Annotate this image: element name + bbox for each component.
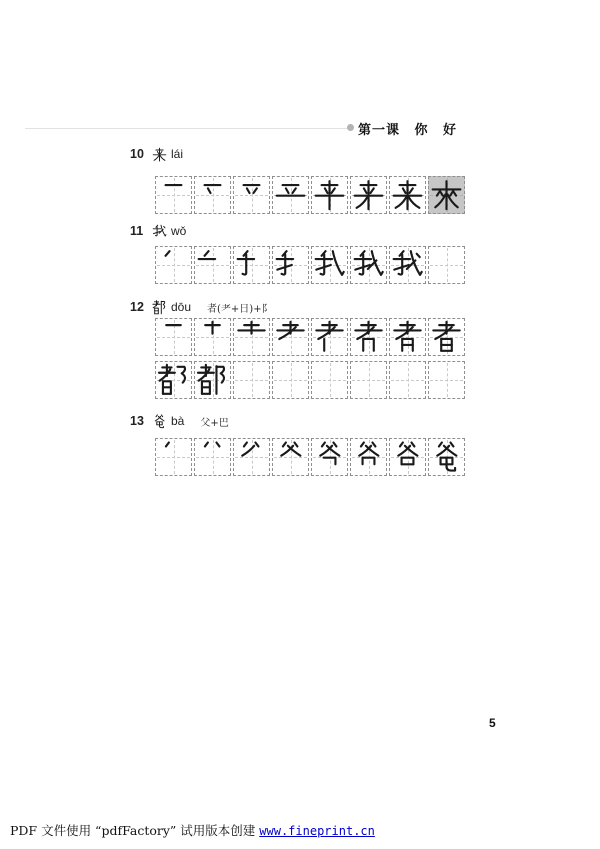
- glyph-者-strokes-2: [196, 320, 229, 354]
- glyph-爸-strokes-3: [235, 440, 268, 474]
- glyph-我-strokes-6: [352, 248, 385, 282]
- entry-number: 13: [130, 414, 144, 428]
- stroke-cell: [389, 438, 426, 476]
- glyph-我-strokes-3: [235, 248, 268, 282]
- glyph-者-strokes-5: [313, 320, 346, 354]
- glyph-爸-strokes-4: [274, 440, 307, 474]
- glyph-来-strokes-2: [196, 178, 229, 212]
- fineprint-link[interactable]: www.fineprint.cn: [259, 824, 375, 838]
- stroke-cell: [350, 176, 387, 214]
- watermark-text: PDF 文件使用 “pdfFactory” 试用版本创建: [10, 823, 260, 838]
- entry-pinyin: wǒ: [171, 224, 187, 238]
- empty-cell: [389, 361, 426, 399]
- stroke-cell: [155, 438, 192, 476]
- glyph-爸-strokes-2: [196, 440, 229, 474]
- empty-cell: [350, 361, 387, 399]
- stroke-cell: [272, 246, 309, 284]
- stroke-cell: [311, 438, 348, 476]
- entry-label-11: [130, 223, 186, 239]
- stroke-cell: [194, 246, 231, 284]
- glyph-我-strokes-5: [313, 248, 346, 282]
- glyph-爸-strokes-8: [430, 440, 463, 474]
- glyph-者-strokes-3: [235, 320, 268, 354]
- stroke-cell: [389, 246, 426, 284]
- glyph-来-strokes-4: [274, 178, 307, 212]
- entry-number: 11: [130, 224, 144, 238]
- empty-cell: [272, 361, 309, 399]
- glyph-来-strokes-7: [391, 178, 424, 212]
- glyph-都-strokes-9: [157, 363, 190, 397]
- glyph-者-strokes-7: [391, 320, 424, 354]
- empty-cell: [428, 361, 465, 399]
- glyph-來-strokes-8: [430, 178, 463, 212]
- glyph-我-strokes-1: [157, 248, 190, 282]
- entry-character-我: [152, 224, 167, 239]
- stroke-cell: [155, 318, 192, 356]
- stroke-grid: [155, 176, 465, 214]
- stroke-cell: [350, 318, 387, 356]
- glyph-我-strokes-4: [274, 248, 307, 282]
- glyph-者-strokes-8: [430, 320, 463, 354]
- stroke-cell: [194, 438, 231, 476]
- glyph-来-strokes-6: [352, 178, 385, 212]
- entry-annotation: 父+巴: [200, 417, 229, 429]
- entry-character-来: [152, 147, 167, 162]
- stroke-cell: [233, 318, 270, 356]
- stroke-cell: [311, 246, 348, 284]
- entry-character-都: [152, 300, 167, 315]
- entry-label-13: [130, 413, 229, 429]
- entry-annotation: 者(耂+日)+阝: [207, 303, 272, 315]
- entry-pinyin: dōu: [171, 300, 192, 314]
- stroke-cell: [389, 176, 426, 214]
- entry-number: 10: [130, 147, 144, 161]
- stroke-cell: [155, 361, 192, 399]
- stroke-cell: [233, 246, 270, 284]
- empty-cell: [233, 361, 270, 399]
- stroke-cell: [194, 361, 231, 399]
- stroke-cell: [233, 176, 270, 214]
- glyph-都-strokes-10: [196, 363, 229, 397]
- stroke-cell: [272, 318, 309, 356]
- glyph-者-strokes-6: [352, 320, 385, 354]
- glyph-爸-strokes-7: [391, 440, 424, 474]
- glyph-来-strokes-5: [313, 178, 346, 212]
- stroke-grid: [155, 246, 465, 284]
- stroke-cell: [155, 176, 192, 214]
- stroke-grid: [155, 361, 465, 399]
- stroke-cell: [428, 318, 465, 356]
- stroke-cell: [311, 318, 348, 356]
- lesson-header: 第一课 你 好: [358, 123, 458, 138]
- stroke-cell: [194, 318, 231, 356]
- entry-pinyin: lái: [171, 147, 184, 161]
- stroke-cell: [233, 438, 270, 476]
- stroke-cell: [272, 176, 309, 214]
- empty-cell: [311, 361, 348, 399]
- stroke-cell: [272, 438, 309, 476]
- entry-label-12: [130, 299, 272, 315]
- page-number: 5: [489, 716, 496, 730]
- stroke-cell: [428, 438, 465, 476]
- stroke-grid: [155, 438, 465, 476]
- watermark-footer: [10, 821, 375, 839]
- stroke-cell: [194, 176, 231, 214]
- header-bullet-icon: [347, 124, 354, 131]
- stroke-cell: [350, 438, 387, 476]
- stroke-grid: [155, 318, 465, 356]
- glyph-者-strokes-4: [274, 320, 307, 354]
- stroke-cell: [155, 246, 192, 284]
- glyph-来-strokes-1: [157, 178, 190, 212]
- glyph-来-strokes-3: [235, 178, 268, 212]
- empty-cell: [428, 246, 465, 284]
- glyph-爸-strokes-6: [352, 440, 385, 474]
- entry-number: 12: [130, 300, 144, 314]
- stroke-cell: [428, 176, 465, 214]
- stroke-cell: [311, 176, 348, 214]
- glyph-我-strokes-7: [391, 248, 424, 282]
- glyph-爸-strokes-1: [157, 440, 190, 474]
- stroke-cell: [350, 246, 387, 284]
- entry-character-爸: [152, 414, 167, 429]
- glyph-我-strokes-2: [196, 248, 229, 282]
- header-rule: [25, 128, 347, 129]
- entry-pinyin: bà: [171, 414, 185, 428]
- glyph-者-strokes-1: [157, 320, 190, 354]
- entry-label-10: [130, 146, 183, 162]
- stroke-cell: [389, 318, 426, 356]
- glyph-爸-strokes-5: [313, 440, 346, 474]
